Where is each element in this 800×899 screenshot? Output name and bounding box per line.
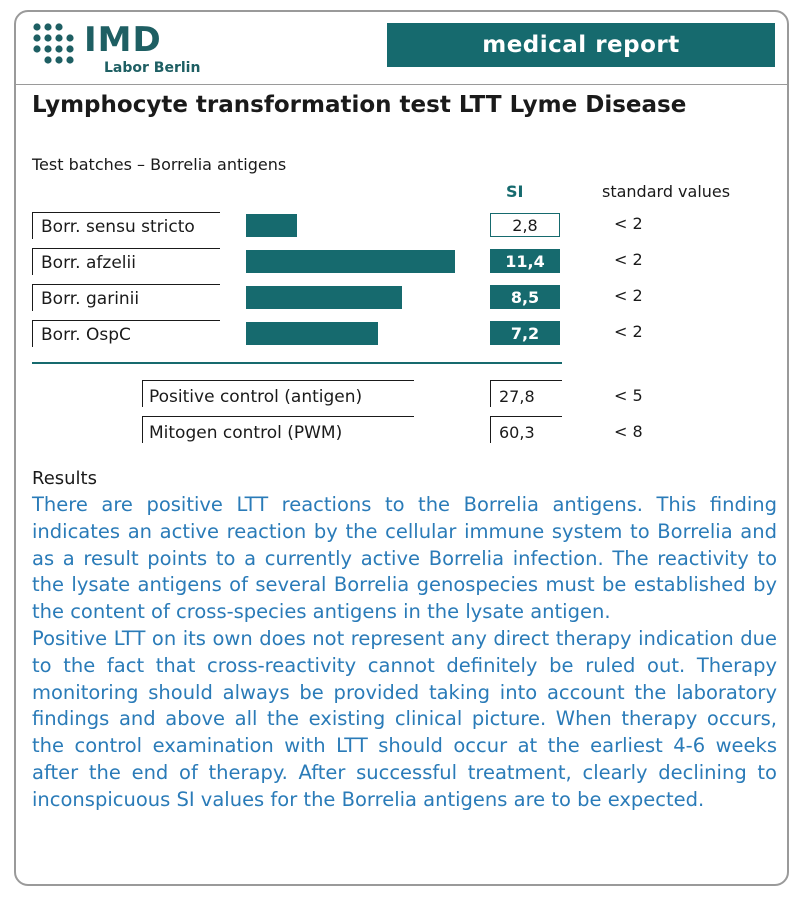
control-label: Positive control (antigen) bbox=[142, 380, 414, 407]
si-bar bbox=[246, 214, 297, 237]
antigen-row bbox=[0, 284, 800, 312]
results-paragraph: There are positive LTT reactions to the Borrelia antigens. This finding indicates an active reaction by the cellular immune system to Borrelia and as a result points to a currently active Borrelia infection. The reactivity to the lysate antigens of several Borrelia genospecies must be established by the content of cross-species antigens in the lysate antigen. bbox=[32, 493, 777, 624]
si-bar bbox=[246, 322, 378, 345]
si-column-header: SI bbox=[506, 182, 524, 201]
control-standard-value: < 8 bbox=[614, 422, 643, 441]
si-value: 11,4 bbox=[490, 249, 560, 273]
standard-value: < 2 bbox=[614, 322, 643, 341]
antigen-row bbox=[0, 248, 800, 276]
antigen-label: Borr. sensu stricto bbox=[32, 212, 220, 239]
standard-value: < 2 bbox=[614, 250, 643, 269]
standard-value: < 2 bbox=[614, 214, 643, 233]
results-heading: Results bbox=[32, 468, 97, 489]
antigen-row bbox=[0, 320, 800, 348]
control-si-value: 60,3 bbox=[490, 416, 562, 443]
logo-text: IMD bbox=[84, 20, 162, 60]
control-label: Mitogen control (PWM) bbox=[142, 416, 414, 443]
control-row bbox=[0, 416, 800, 444]
imd-logo bbox=[32, 20, 212, 80]
logo-subtext: Labor Berlin bbox=[104, 60, 201, 76]
si-bar bbox=[246, 250, 455, 273]
standard-column-header: standard values bbox=[602, 182, 731, 201]
control-row bbox=[0, 380, 800, 408]
header-divider bbox=[16, 84, 787, 85]
antigen-label: Borr. garinii bbox=[32, 284, 220, 311]
antigen-label: Borr. OspC bbox=[32, 320, 220, 347]
si-value: 2,8 bbox=[490, 213, 560, 237]
report-title: Lymphocyte transformation test LTT Lyme Disease bbox=[32, 92, 687, 118]
antigen-label: Borr. afzelii bbox=[32, 248, 220, 275]
section-subtitle: Test batches – Borrelia antigens bbox=[32, 155, 287, 174]
table-separator bbox=[32, 362, 562, 364]
standard-value: < 2 bbox=[614, 286, 643, 305]
results-paragraph: Positive LTT on its own does not represent any direct therapy indication due to the fact that cross-reactivity cannot definitely be ruled out. Therapy monitoring should always be provided taking into account the laboratory findings and above all the existing clinical picture. When therapy occurs, the control examination with LTT should occur at the earliest 4-6 weeks after the end of therapy. After successful treatment, clearly declining to inconspicuous SI values for the Borrelia antigens are to be expected. bbox=[32, 626, 777, 811]
si-value: 7,2 bbox=[490, 321, 560, 345]
control-standard-value: < 5 bbox=[614, 386, 643, 405]
logo-dots-icon bbox=[32, 22, 76, 66]
si-value: 8,5 bbox=[490, 285, 560, 309]
report-type-banner: medical report bbox=[387, 23, 775, 67]
si-bar bbox=[246, 286, 402, 309]
control-si-value: 27,8 bbox=[490, 380, 562, 407]
antigen-row bbox=[0, 212, 800, 240]
results-text bbox=[32, 492, 777, 814]
